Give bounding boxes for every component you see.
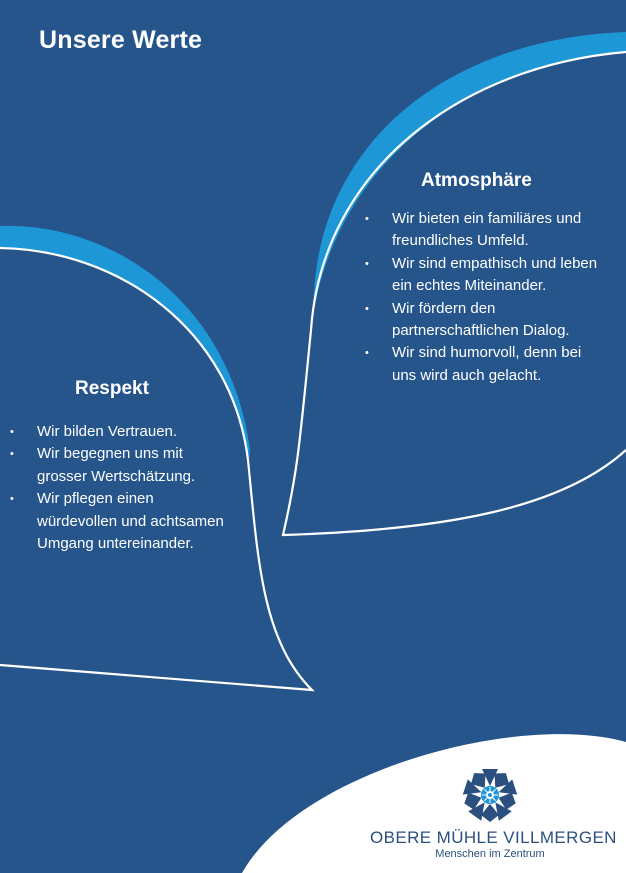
list-item: • Wir fördern den partnerschaftlichen Dialog. [365, 298, 605, 343]
respekt-heading: Respekt [75, 378, 149, 399]
list-item: • Wir bieten ein familiäres und freundliches Umfeld. [365, 208, 605, 253]
list-item: • Wir sind humorvoll, denn bei uns wird auch gelacht. [365, 342, 605, 387]
list-item: • Wir pflegen einen würdevollen und achtsamen Umgang untereinander. [10, 488, 230, 555]
atmosphaere-list [365, 208, 605, 387]
logo-tagline: Menschen im Zentrum [435, 848, 545, 860]
respekt-list [10, 421, 230, 555]
flower-emblem-icon [460, 765, 520, 825]
logo [370, 765, 617, 860]
list-item: • Wir sind empathisch und leben ein echtes Miteinander. [365, 253, 605, 298]
logo-name: OBERE MÜHLE VILLMERGEN [370, 828, 617, 847]
list-item: • Wir begegnen uns mit grosser Wertschätzung. [10, 443, 230, 488]
page-title: Unsere Werte [39, 26, 203, 54]
list-item: • Wir bilden Vertrauen. [10, 421, 230, 443]
atmosphaere-heading: Atmosphäre [421, 170, 532, 191]
